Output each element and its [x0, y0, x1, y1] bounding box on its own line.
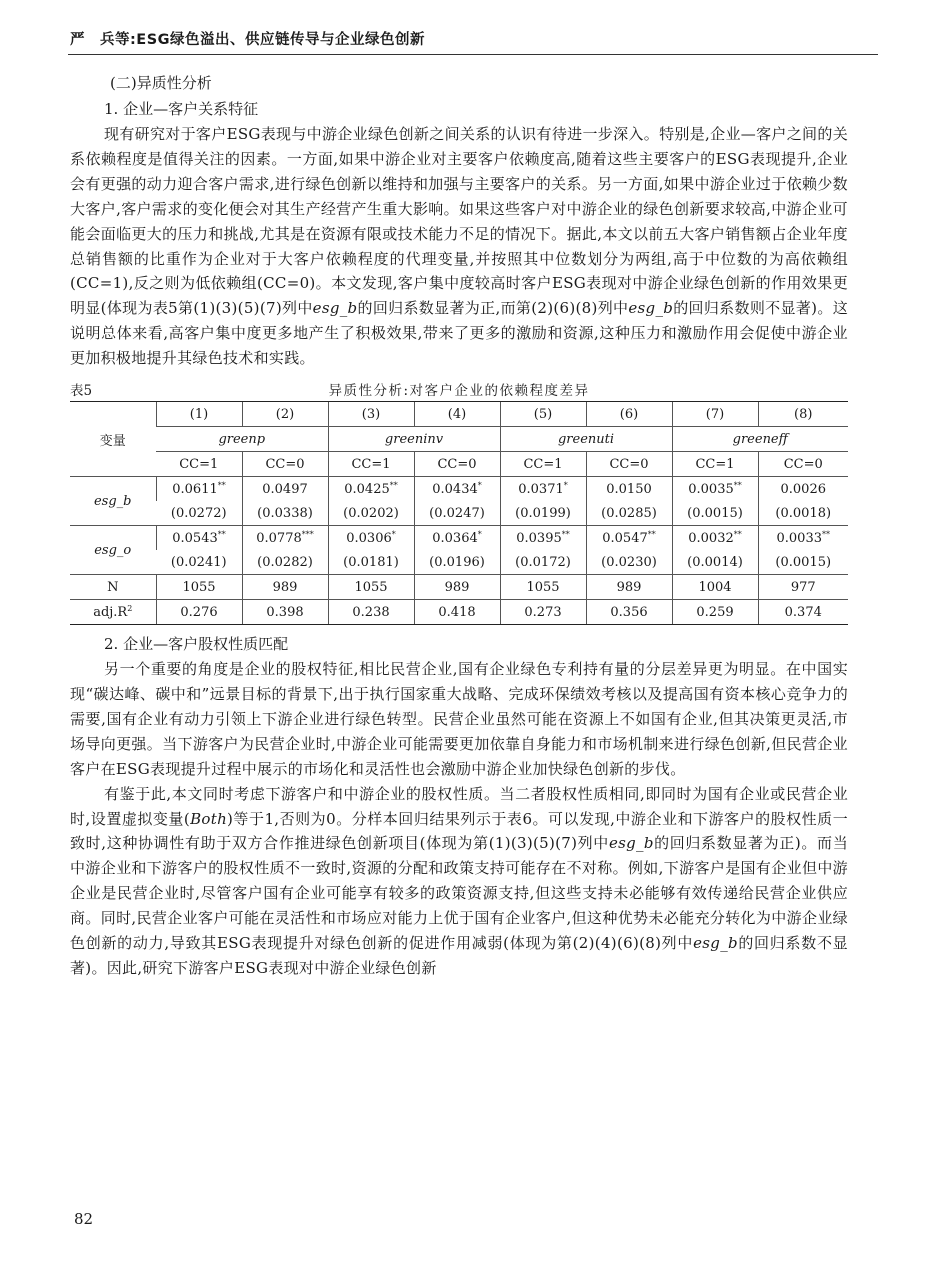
significance-stars: *	[563, 480, 568, 490]
column-number-row	[70, 402, 848, 427]
coefficient-value: 0.0547	[602, 530, 648, 546]
observations-cell: 989	[242, 575, 328, 600]
subgroup-cell: CC=0	[758, 452, 848, 477]
significance-stars: **	[733, 480, 742, 490]
group-greenuti: greenuti	[500, 427, 672, 452]
significance-stars: **	[561, 529, 570, 539]
standard-error: (0.0247)	[414, 501, 500, 526]
group-greeneff: greeneff	[672, 427, 848, 452]
significance-stars: **	[822, 529, 830, 539]
coefficient-value: 0.0026	[780, 481, 826, 497]
coefficient-value: 0.0032	[688, 530, 734, 546]
significance-stars: **	[389, 480, 398, 490]
column-number: (6)	[586, 402, 672, 427]
coefficient-value: 0.0778	[256, 530, 302, 546]
coefficient-value: 0.0306	[346, 530, 392, 546]
italic-term: esg_b	[608, 834, 654, 853]
observations-cell: 989	[586, 575, 672, 600]
standard-error: (0.0285)	[586, 501, 672, 526]
observations-label: N	[70, 575, 156, 600]
significance-stars: *	[391, 529, 396, 539]
paragraph-3	[70, 782, 848, 981]
standard-error: (0.0202)	[328, 501, 414, 526]
table-caption	[70, 377, 848, 399]
group-greeninv: greeninv	[328, 427, 500, 452]
italic-term: Both	[190, 809, 228, 828]
standard-error: (0.0015)	[672, 501, 758, 526]
adj-r2-cell: 0.238	[328, 600, 414, 625]
section-heading: (二)异质性分析	[110, 74, 212, 92]
standard-error: (0.0338)	[242, 501, 328, 526]
coefficient-value: 0.0497	[262, 481, 308, 497]
significance-stars: *	[477, 480, 482, 490]
column-number: (5)	[500, 402, 586, 427]
coefficient-cell	[156, 477, 242, 502]
coefficient-cell	[586, 526, 672, 551]
subsection-heading-1: 1. 企业—客户关系特征	[104, 100, 259, 118]
coefficient-value: 0.0543	[172, 530, 218, 546]
adj-r2-label	[70, 600, 156, 625]
italic-term: esg_b	[312, 299, 358, 318]
variable-name: esg_o	[70, 526, 156, 575]
observations-cell: 977	[758, 575, 848, 600]
significance-stars: *	[477, 529, 482, 539]
subgroup-cell: CC=1	[500, 452, 586, 477]
coefficient-cell	[500, 477, 586, 502]
column-number: (4)	[414, 402, 500, 427]
subgroup-cell: CC=0	[242, 452, 328, 477]
coefficient-value: 0.0611	[172, 481, 218, 497]
text-run: 的回归系数则不显著)。这说明总体来看,高客户集中度更多地产生了积极效果,带来了更多的激励和资源,这种压力和激励作用会促使中游企业更加积极地提升其绿色技术和实践。	[70, 299, 848, 368]
adj-r2-cell: 0.398	[242, 600, 328, 625]
coefficient-value: 0.0364	[432, 530, 478, 546]
text-run: 有鉴于此,本文同时考虑下游客户和中游企业的股权性质。当二者股权性质相同,即同时为国有企业或民营企业时,设置虚拟变量(	[70, 784, 848, 828]
column-number: (1)	[156, 402, 242, 427]
text-run: 的回归系数显著为正,而第(2)(6)(8)列中	[357, 299, 629, 318]
standard-error: (0.0230)	[586, 550, 672, 575]
standard-error: (0.0282)	[242, 550, 328, 575]
adj-r2-cell: 0.259	[672, 600, 758, 625]
adj-r2-cell: 0.276	[156, 600, 242, 625]
coefficient-cell	[586, 477, 672, 502]
dependent-variable-row	[70, 427, 848, 452]
coefficient-value: 0.0371	[518, 481, 564, 497]
observations-cell: 1055	[156, 575, 242, 600]
column-number: (8)	[758, 402, 848, 427]
subgroup-row	[70, 452, 848, 477]
subgroup-cell: CC=1	[156, 452, 242, 477]
coefficient-cell	[758, 526, 848, 551]
column-number: (2)	[242, 402, 328, 427]
significance-stars: ***	[301, 529, 314, 539]
standard-error: (0.0196)	[414, 550, 500, 575]
se-row-esg-o	[70, 550, 848, 575]
coef-row-esg-o	[70, 526, 848, 551]
coefficient-value: 0.0033	[776, 530, 822, 546]
adj-r2-cell: 0.273	[500, 600, 586, 625]
regression-table	[70, 401, 848, 625]
se-row-esg-b	[70, 501, 848, 526]
adj-r2-label-text: adj.R	[93, 604, 128, 620]
column-number: (3)	[328, 402, 414, 427]
text-run: 现有研究对于客户ESG表现与中游企业绿色创新之间关系的认识有待进一步深入。特别是,企业—客户之间的关系依赖程度是值得关注的因素。一方面,如果中游企业对主要客户依赖度高,随着这些主要客户的ESG表现提升,企业会有更强的动力迎合客户需求,进行绿色创新以维持和加强与主要客户的关系。另一方面,如果中游企业过于依赖少数大客户,客户需求的变化便会对其生产经营产生重大影响。如果这些客户对中游企业的绿色创新要求较高,中游企业可能会面临更大的压力和挑战,尤其是在资源有限或技术能力不足的情况下。据此,本文以前五大客户销售额占企业年度总销售额的比重作为企业对于大客户依赖程度的代理变量,并按照其中位数划分为两组,高于中位数的为高依赖组(CC=1),反之则为低依赖组(CC=0)。本文发现,客户集中度较高时客户ESG表现对中游企业绿色创新的作用效果更明显(体现为表5第(1)(3)(5)(7)列中	[70, 125, 848, 318]
coefficient-cell	[328, 477, 414, 502]
significance-stars: **	[217, 529, 226, 539]
coefficient-value: 0.0035	[688, 481, 734, 497]
standard-error: (0.0014)	[672, 550, 758, 575]
coefficient-cell	[414, 477, 500, 502]
observations-row	[70, 575, 848, 600]
coefficient-value: 0.0425	[344, 481, 390, 497]
coefficient-cell	[242, 477, 328, 502]
subgroup-cell: CC=1	[328, 452, 414, 477]
article-body	[70, 70, 848, 981]
running-header: 严 兵等:ESG绿色溢出、供应链传导与企业绿色创新	[70, 32, 426, 48]
coefficient-value: 0.0150	[606, 481, 652, 497]
significance-stars: **	[647, 529, 656, 539]
coefficient-cell	[156, 526, 242, 551]
observations-cell: 1004	[672, 575, 758, 600]
subgroup-cell: CC=0	[414, 452, 500, 477]
coefficient-cell	[328, 526, 414, 551]
observations-cell: 989	[414, 575, 500, 600]
coefficient-cell	[672, 526, 758, 551]
header-rule	[68, 54, 878, 55]
subgroup-cell: CC=1	[672, 452, 758, 477]
observations-cell: 1055	[500, 575, 586, 600]
standard-error: (0.0015)	[758, 550, 848, 575]
variable-name: esg_b	[70, 477, 156, 526]
adj-r2-row	[70, 600, 848, 625]
observations-cell: 1055	[328, 575, 414, 600]
coefficient-value: 0.0395	[516, 530, 562, 546]
standard-error: (0.0172)	[500, 550, 586, 575]
standard-error: (0.0272)	[156, 501, 242, 526]
coefficient-cell	[414, 526, 500, 551]
group-greenp: greenp	[156, 427, 328, 452]
italic-term: esg_b	[693, 934, 738, 953]
variable-header: 变量	[70, 402, 156, 477]
standard-error: (0.0181)	[328, 550, 414, 575]
text-run: )等于1,否则为0。分样本回归结果列示于表6。可以发现,中游企业和下游客户的股权性质一致时,这种协调性有助于双方合作推进绿色创新项目(体现为第(1)(3)(5)(7)列中	[70, 809, 848, 853]
standard-error: (0.0018)	[758, 501, 848, 526]
standard-error: (0.0199)	[500, 501, 586, 526]
table-label: 表5	[70, 383, 93, 400]
subsection-heading-2: 2. 企业—客户股权性质匹配	[104, 635, 289, 654]
superscript: 2	[127, 603, 133, 613]
coefficient-cell	[242, 526, 328, 551]
adj-r2-cell: 0.418	[414, 600, 500, 625]
coefficient-value: 0.0434	[432, 481, 478, 497]
significance-stars: **	[733, 529, 742, 539]
significance-stars: **	[217, 480, 226, 490]
table-title: 异质性分析:对客户企业的依赖程度差异	[328, 383, 590, 400]
coefficient-cell	[500, 526, 586, 551]
coefficient-cell	[672, 477, 758, 502]
paragraph-1	[70, 122, 848, 371]
text-run: 另一个重要的角度是企业的股权特征,相比民营企业,国有企业绿色专利持有量的分层差异更为明显。在中国实现“碳达峰、碳中和”远景目标的背景下,出于执行国家重大战略、完成环保绩效考核以及提高国有资本核心竞争力的需要,国有企业有动力引领上下游企业进行绿色转型。民营企业虽然可能在资源上不如国有企业,但其决策更灵活,市场导向更强。当下游客户为民营企业时,中游企业可能需要更加依靠自身能力和市场机制来进行绿色创新,但民营企业客户在ESG表现提升过程中展示的市场化和灵活性也会激励中游企业加快绿色创新的步伐。	[70, 660, 848, 778]
coefficient-cell	[758, 477, 848, 502]
standard-error: (0.0241)	[156, 550, 242, 575]
text-run: 的回归系数显著为正)。而当中游企业和下游客户的股权性质不一致时,资源的分配和政策支持可能存在不对称。例如,下游客户是国有企业但中游企业是民营企业时,尽管客户国有企业可能享有较多的政策资源支持,但这些支持未必能够有效传递给民营企业供应商。同时,民营企业客户可能在灵活性和市场应对能力上优于国有企业客户,但这种优势未必能充分转化为中游企业绿色创新的动力,导致其ESG表现提升对绿色创新的促进作用减弱(体现为第(2)(4)(6)(8)列中	[70, 834, 848, 953]
adj-r2-cell: 0.356	[586, 600, 672, 625]
paragraph-2	[70, 657, 848, 782]
subgroup-cell: CC=0	[586, 452, 672, 477]
column-number: (7)	[672, 402, 758, 427]
page-number: 82	[74, 1210, 94, 1228]
text-run: 的回归系数不显著)。因此,研究下游客户ESG表现对中游企业绿色创新	[70, 934, 848, 977]
adj-r2-cell: 0.374	[758, 600, 848, 625]
italic-term: esg_b	[628, 299, 674, 318]
coef-row-esg-b	[70, 477, 848, 502]
